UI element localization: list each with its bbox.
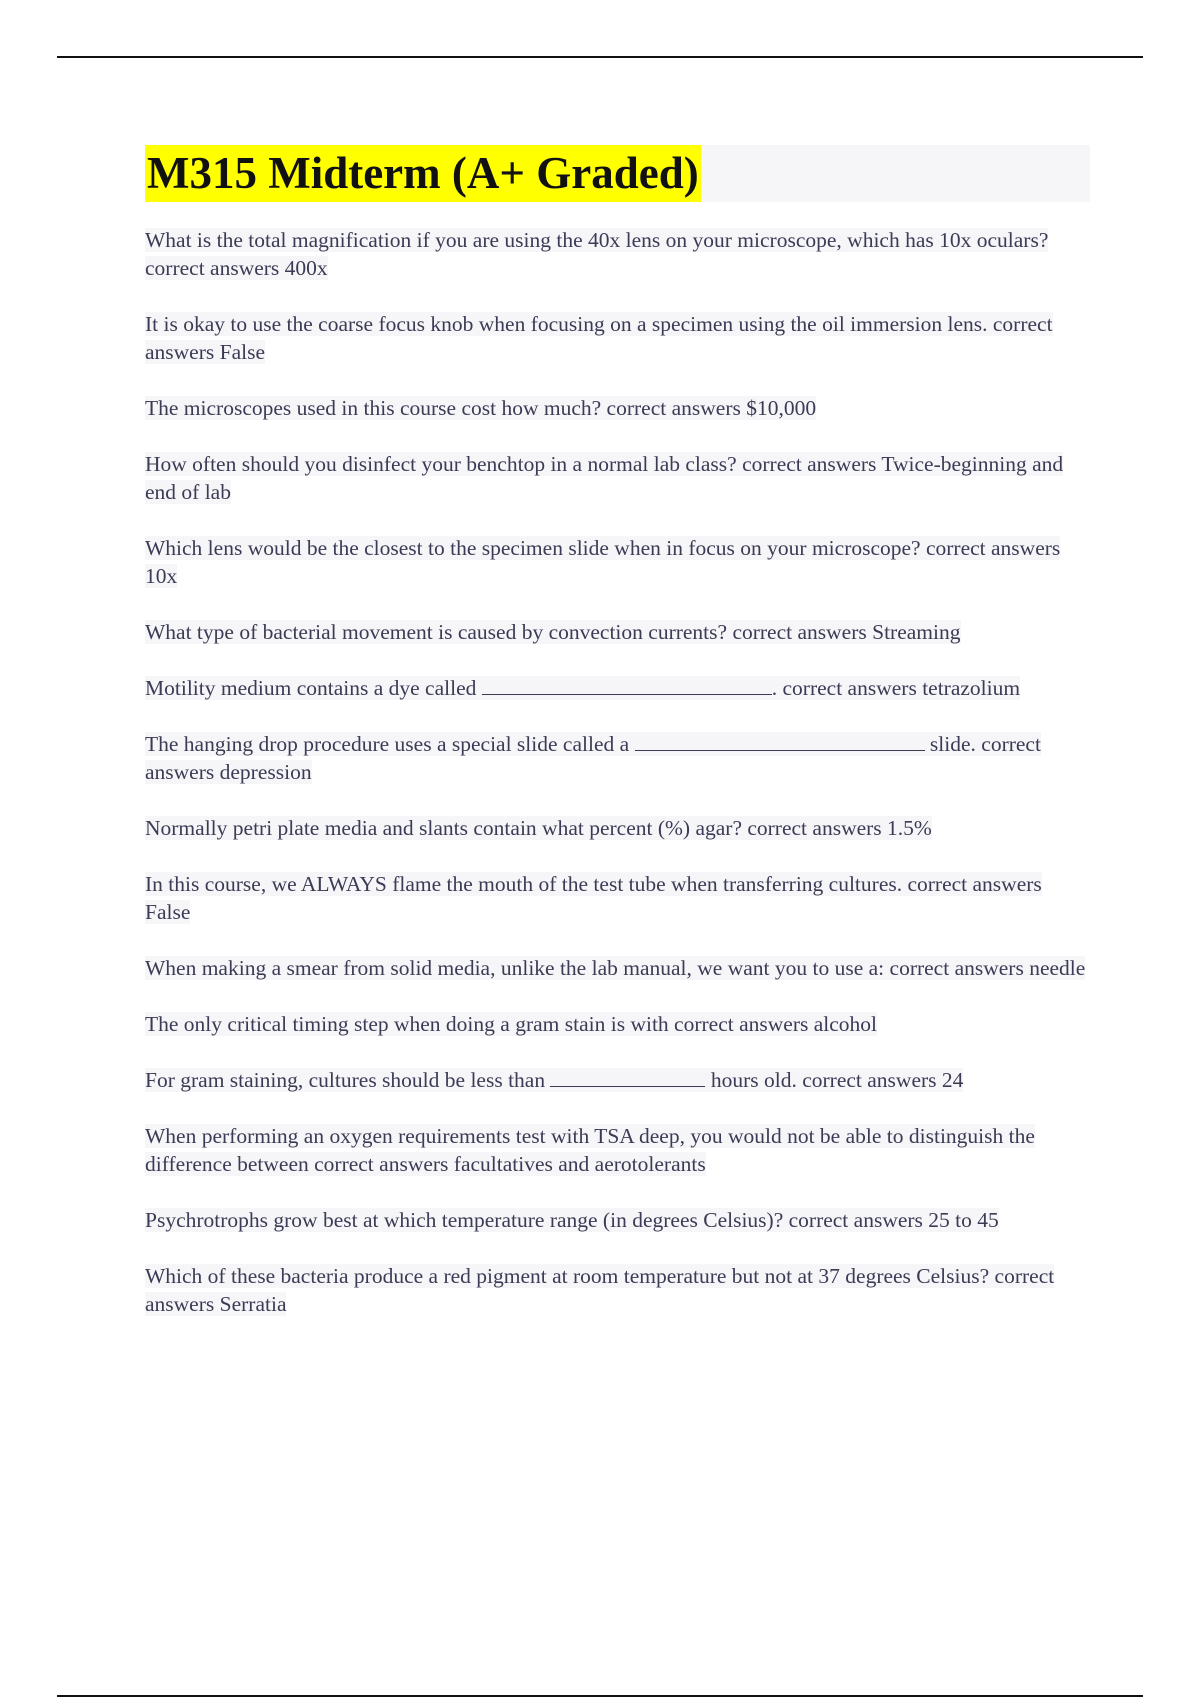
qa-item [145,730,1090,786]
qa-text: Psychrotrophs grow best at which temperature range (in degrees Celsius)? correct answers 25 to 45 [145,1208,999,1232]
qa-text: The microscopes used in this course cost how much? correct answers $10,000 [145,396,817,420]
qa-text-before-blank: For gram staining, cultures should be less than [145,1068,551,1092]
qa-text: When making a smear from solid media, unlike the lab manual, we want you to use a: correct answers needle [145,956,1086,980]
footer-rule [57,1695,1143,1697]
qa-item [145,1262,1090,1318]
qa-item [145,1066,1090,1094]
qa-text: How often should you disinfect your benchtop in a normal lab class? correct answers Twice-beginning and end of lab [145,452,1064,504]
answer-blank [550,1068,705,1087]
qa-text-after-blank: . correct answers tetrazolium [771,676,1021,700]
qa-text: The only critical timing step when doing a gram stain is with correct answers alcohol [145,1012,877,1036]
qa-item [145,226,1090,282]
qa-text: What is the total magnification if you are using the 40x lens on your microscope, which has 10x oculars? correct answers 400x [145,228,1049,280]
qa-item [145,450,1090,506]
qa-item [145,1122,1090,1178]
qa-text [145,732,1041,784]
qa-item [145,814,1090,842]
qa-text-after-blank: hours old. correct answers 24 [705,1068,964,1092]
qa-text: Which lens would be the closest to the specimen slide when in focus on your microscope? correct answers 10x [145,536,1061,588]
title-band [145,145,1090,202]
qa-text [145,676,1020,700]
qa-item [145,1206,1090,1234]
qa-item [145,870,1090,926]
qa-item [145,618,1090,646]
qa-text: What type of bacterial movement is caused by convection currents? correct answers Streaming [145,620,961,644]
qa-item [145,394,1090,422]
qa-text: In this course, we ALWAYS flame the mouth of the test tube when transferring cultures. correct answers False [145,872,1042,924]
qa-text [145,1068,963,1092]
document-body [145,145,1090,1346]
qa-item [145,954,1090,982]
answer-blank [482,676,772,695]
qa-text: It is okay to use the coarse focus knob when focusing on a specimen using the oil immersion lens. correct answers False [145,312,1053,364]
qa-text: When performing an oxygen requirements test with TSA deep, you would not be able to distinguish the difference between correct answers facultatives and aerotolerants [145,1124,1035,1176]
qa-item [145,534,1090,590]
qa-text: Normally petri plate media and slants contain what percent (%) agar? correct answers 1.5% [145,816,932,840]
qa-text-after-blank: slide. correct answers depression [145,732,1041,784]
qa-text-before-blank: Motility medium contains a dye called [145,676,482,700]
answer-blank [635,732,925,751]
qa-text: Which of these bacteria produce a red pigment at room temperature but not at 37 degrees Celsius? correct answers Serratia [145,1264,1055,1316]
document-title: M315 Midterm (A+ Graded) [145,145,701,202]
qa-text-before-blank: The hanging drop procedure uses a special slide called a [145,732,635,756]
qa-item [145,674,1090,702]
header-rule [57,56,1143,58]
qa-item [145,310,1090,366]
qa-item [145,1010,1090,1038]
